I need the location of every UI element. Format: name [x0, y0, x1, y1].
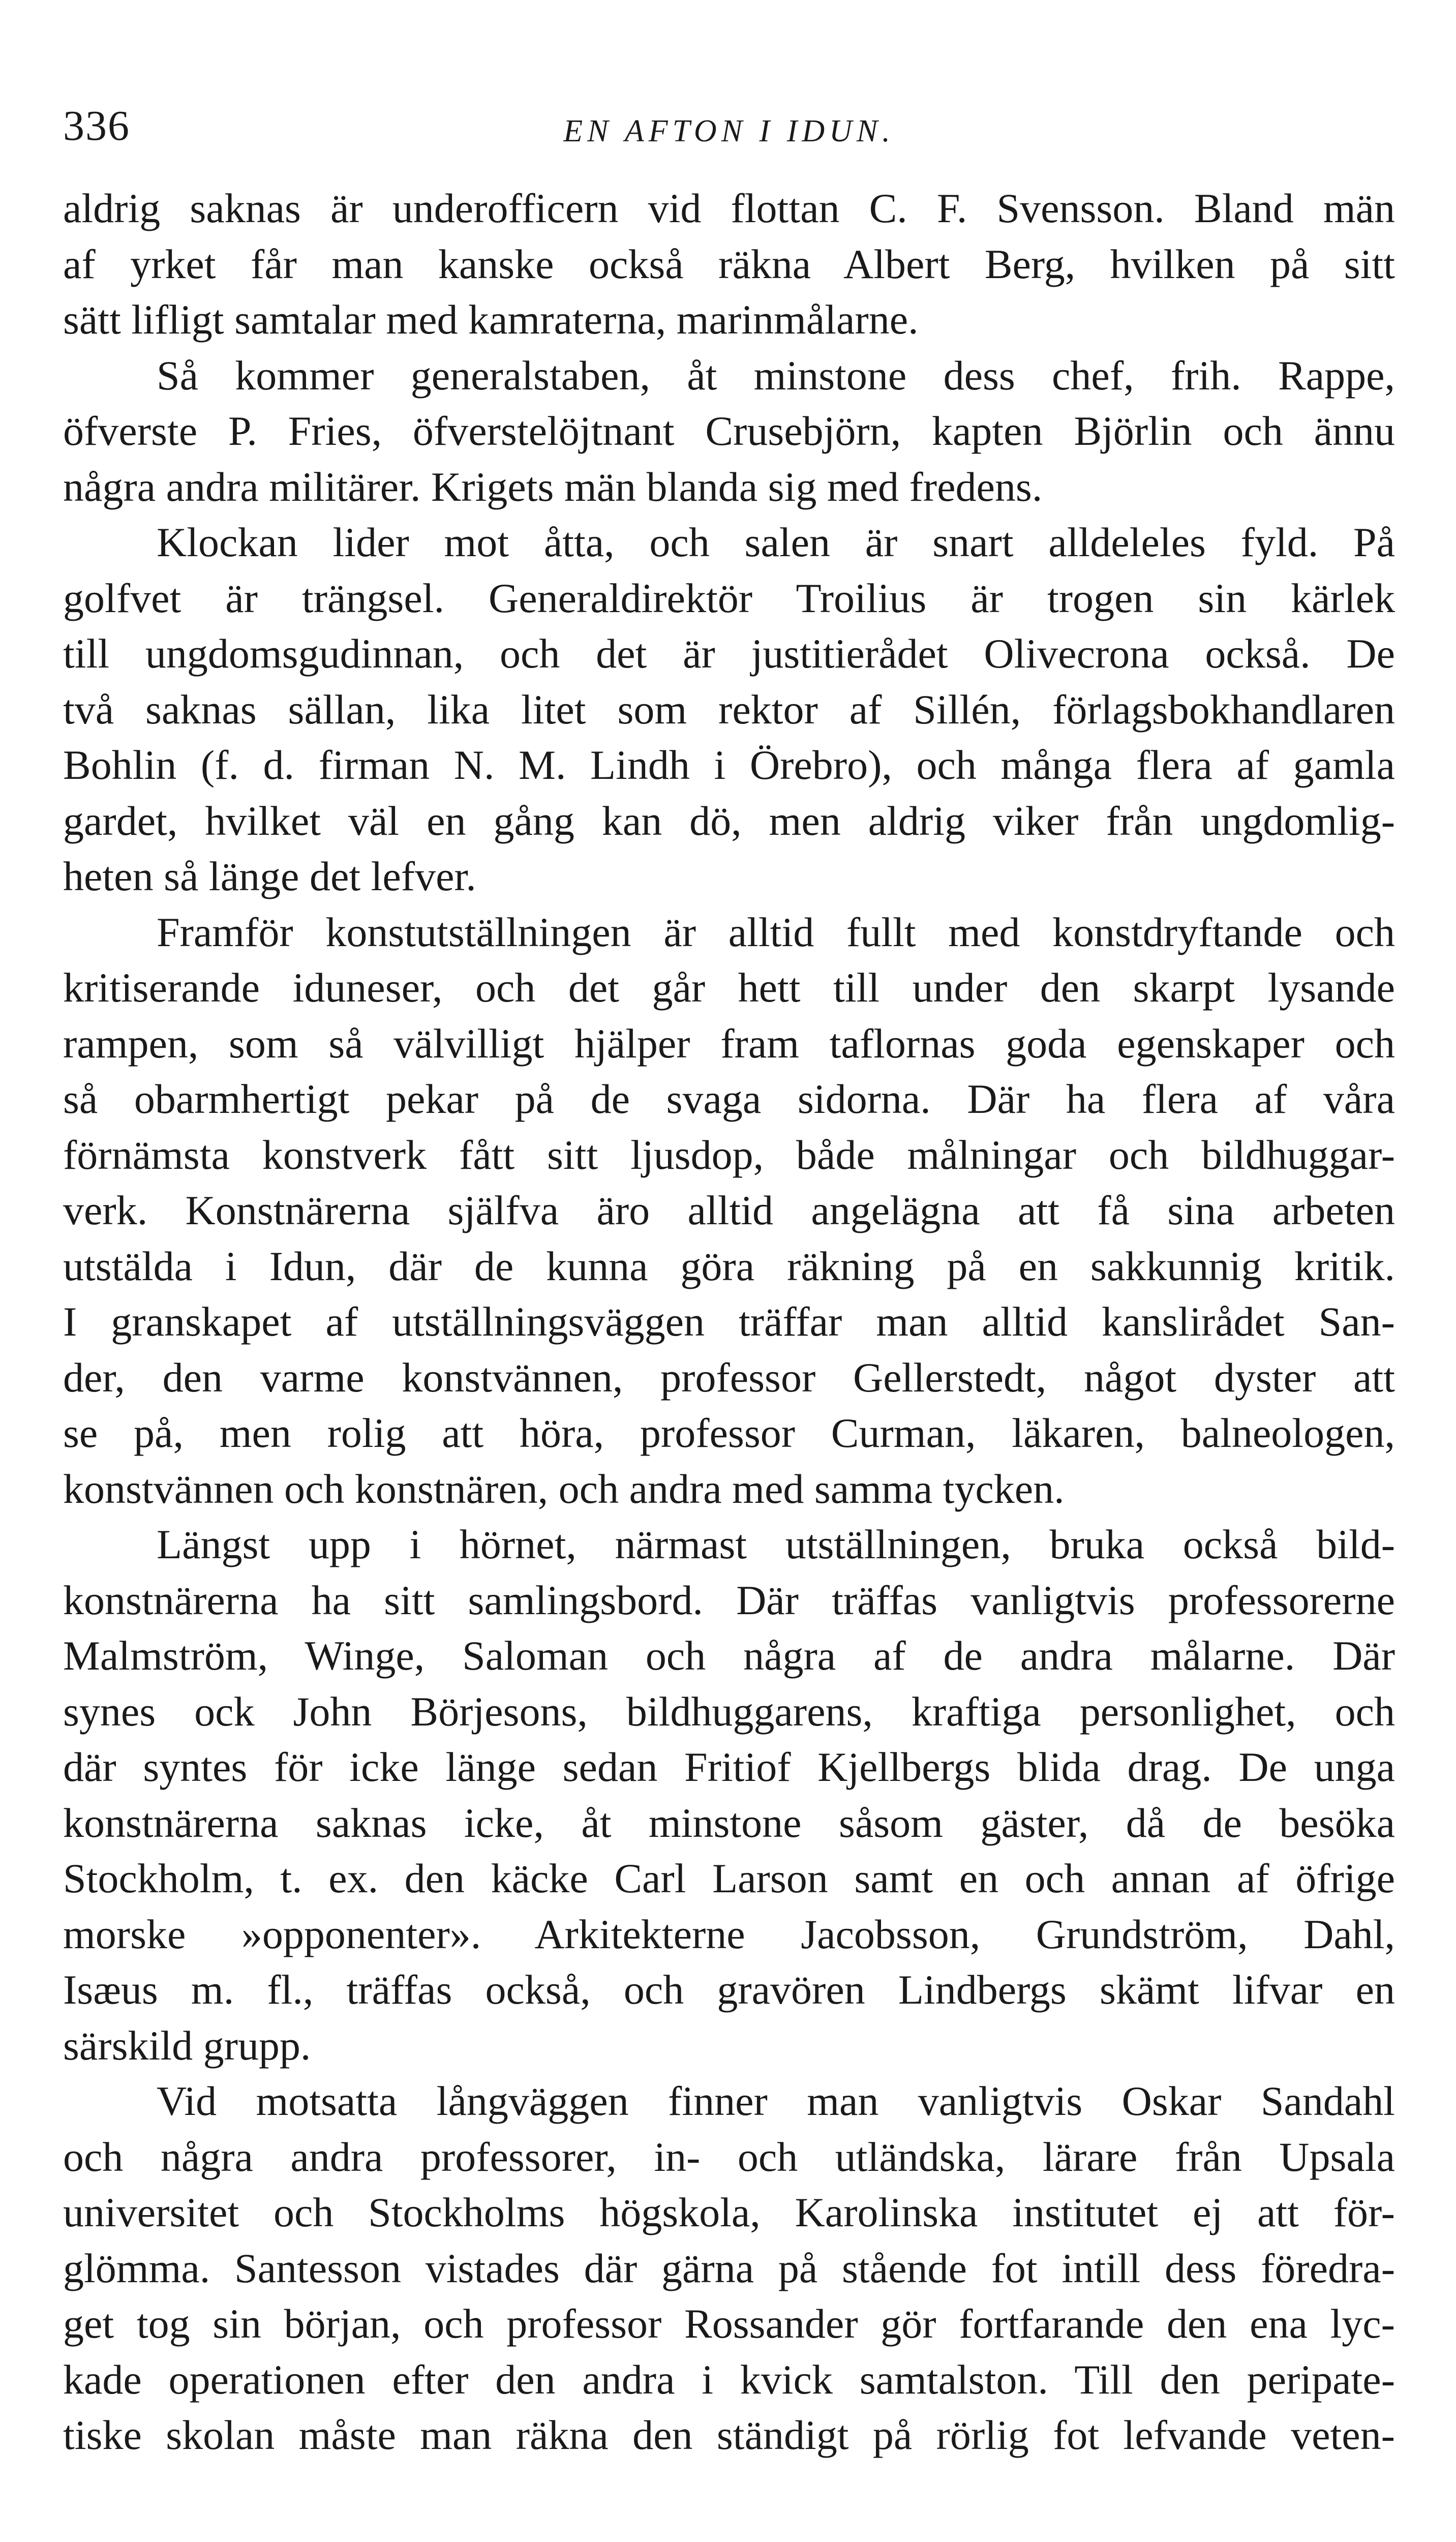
text-line: Malmström, Winge, Saloman och några af de andra målarne. Där — [63, 1632, 1395, 1679]
text-line: Längst upp i hörnet, närmast utställningen, bruka också bild- — [157, 1521, 1395, 1567]
text-line: sätt lifligt samtalar med kamraterna, marinmålarne. — [63, 296, 919, 343]
text-line: verk. Konstnärerna själfva äro alltid angelägna att få sina arbeten — [63, 1187, 1395, 1233]
text-line: universitet och Stockholms högskola, Karolinska institutet ej att för- — [63, 2189, 1395, 2235]
text-line: konstnärerna ha sitt samlingsbord. Där träffas vanligtvis professorerne — [63, 1577, 1395, 1623]
text-line: Framför konstutställningen är alltid fullt med konstdryftande och — [157, 909, 1395, 955]
text-line: konstvännen och konstnären, och andra med samma tycken. — [63, 1465, 1065, 1512]
text-line: konstnärerna saknas icke, åt minstone såsom gäster, då de besöka — [63, 1799, 1395, 1846]
text-line: öfverste P. Fries, öfverstelöjtnant Crusebjörn, kapten Björlin och ännu — [63, 408, 1395, 454]
text-line: Vid motsatta långväggen finner man vanligtvis Oskar Sandahl — [157, 2078, 1395, 2124]
paragraph — [63, 348, 1395, 515]
text-line: der, den varme konstvännen, professor Gellerstedt, något dyster att — [63, 1354, 1395, 1401]
text-line: kritiserande iduneser, och det går hett till under den skarpt lysande — [63, 964, 1395, 1011]
text-line: till ungdomsgudinnan, och det är justitierådet Olivecrona också. De — [63, 630, 1395, 677]
text-line: utstälda i Idun, där de kunna göra räkning på en sakkunnig kritik. — [63, 1243, 1395, 1289]
text-line: Klockan lider mot åtta, och salen är snart alldeleles fyld. På — [157, 519, 1395, 565]
text-line: heten så länge det lefver. — [63, 853, 476, 899]
text-line: särskild grupp. — [63, 2022, 311, 2069]
paragraph — [63, 2073, 1395, 2463]
text-line: Så kommer generalstaben, åt minstone dess chef, frih. Rappe, — [157, 352, 1395, 399]
text-line: gardet, hvilket väl en gång kan dö, men aldrig viker från ungdomlig- — [63, 797, 1395, 844]
text-line: se på, men rolig att höra, professor Curman, läkaren, balneologen, — [63, 1410, 1395, 1456]
text-line: af yrket får man kanske också räkna Albert Berg, hvilken på sitt — [63, 240, 1395, 287]
text-line: I granskapet af utställningsväggen träffar man alltid kanslirådet San- — [63, 1298, 1395, 1345]
page-number: 336 — [63, 102, 130, 149]
text-line: glömma. Santesson vistades där gärna på stående fot intill dess föredra- — [63, 2245, 1395, 2291]
text-line: golfvet är trängsel. Generaldirektör Troilius är trogen sin kärlek — [63, 574, 1395, 621]
paragraph — [63, 904, 1395, 1517]
running-header — [63, 90, 1395, 152]
text-line: två saknas sällan, lika litet som rektor af Sillén, förlagsbokhandlaren — [63, 686, 1395, 733]
text-line: synes ock John Börjesons, bildhuggarens, kraftiga personlighet, och — [63, 1688, 1395, 1735]
text-line: förnämsta konstverk fått sitt ljusdop, både målningar och bildhuggar- — [63, 1131, 1395, 1178]
body-text — [63, 180, 1395, 2463]
text-line: kade operationen efter den andra i kvick samtalston. Till den peripate- — [63, 2356, 1395, 2403]
text-line: där syntes för icke länge sedan Fritiof Kjellbergs blida drag. De unga — [63, 1744, 1395, 1790]
text-line: Isæus m. fl., träffas också, och gravören Lindbergs skämt lifvar en — [63, 1966, 1395, 2013]
text-line: get tog sin början, och professor Rossander gör fortfarande den ena lyc- — [63, 2301, 1395, 2347]
text-line: rampen, som så välvilligt hjälper fram taflornas goda egenskaper och — [63, 1020, 1395, 1067]
text-line: några andra militärer. Krigets män blanda sig med fredens. — [63, 463, 1043, 510]
text-line: morske »opponenter». Arkitekterne Jacobsson, Grundström, Dahl, — [63, 1911, 1395, 1957]
text-line: och några andra professorer, in- och utländska, lärare från Upsala — [63, 2133, 1395, 2180]
text-line: så obarmhertigt pekar på de svaga sidorna. Där ha flera af våra — [63, 1076, 1395, 1122]
text-line: tiske skolan måste man räkna den ständigt på rörlig fot lefvande veten- — [63, 2412, 1395, 2458]
paragraph — [63, 1517, 1395, 2073]
paragraph — [63, 180, 1395, 348]
paragraph — [63, 515, 1395, 904]
running-title: EN AFTON I IDUN. — [563, 114, 895, 148]
text-line: Bohlin (f. d. firman N. M. Lindh i Örebro), och många flera af gamla — [63, 742, 1395, 788]
text-line: aldrig saknas är underofficern vid flottan C. F. Svensson. Bland män — [63, 185, 1395, 231]
text-line: Stockholm, t. ex. den käcke Carl Larson samt en och annan af öfrige — [63, 1855, 1395, 1901]
